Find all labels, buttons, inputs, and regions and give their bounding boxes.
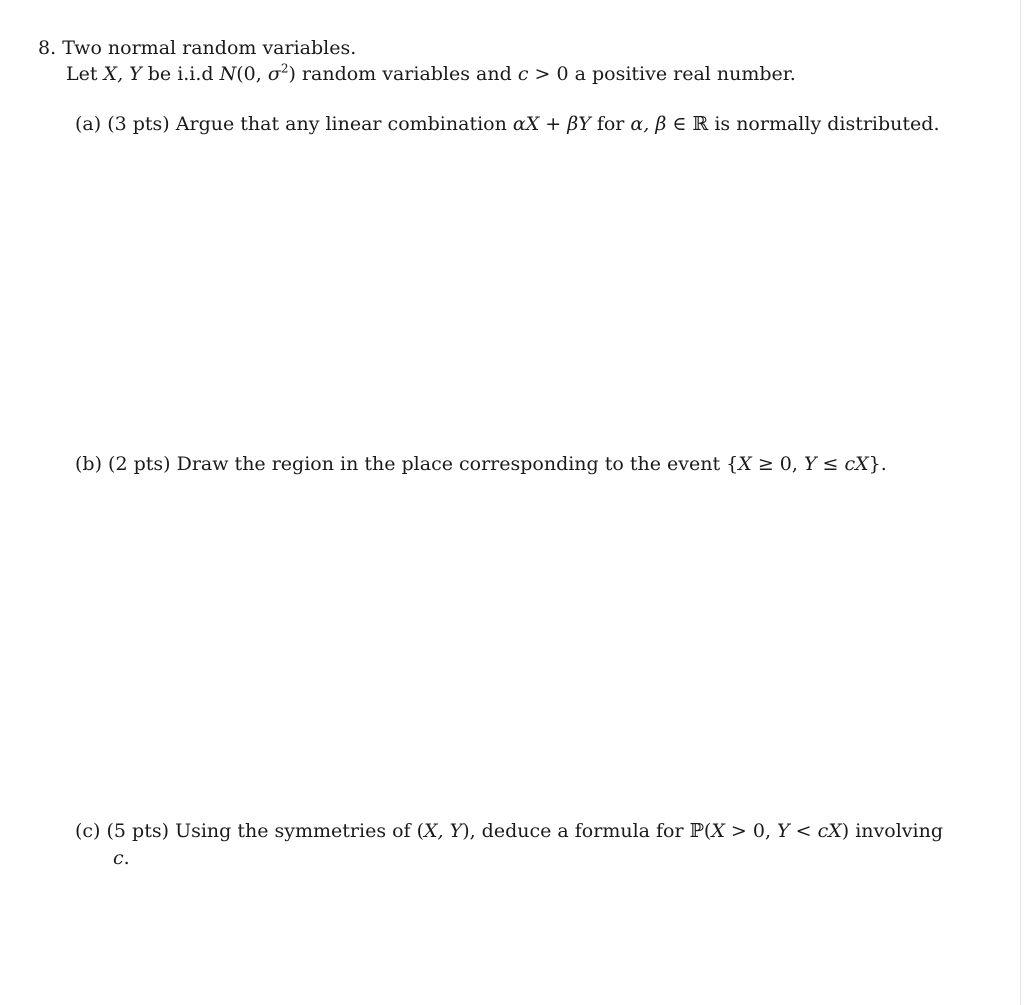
intro-math-sigma: σ (267, 63, 281, 85)
part-c-continuation (113, 846, 130, 870)
part-b-text-1: Draw the region in the place corresponding to the event { (176, 453, 739, 475)
part-c-text-5: < (789, 820, 818, 842)
part-b (75, 452, 887, 476)
part-b-text-2: ≥ 0, (751, 453, 804, 475)
part-c-math-x: X (711, 820, 725, 842)
part-c-math-cx: cX (817, 820, 842, 842)
intro-text-2: be i.i.d (141, 63, 220, 85)
part-a-reals-symbol: ℝ (692, 113, 709, 135)
part-a-points: (3 pts) (107, 113, 170, 135)
part-c-points: (5 pts) (106, 820, 170, 842)
part-b-label: (b) (75, 453, 102, 475)
problem-heading (38, 36, 356, 60)
part-a (75, 112, 939, 136)
part-b-text-3: ≤ (816, 453, 845, 475)
part-c-text-6: ) involving (841, 820, 943, 842)
part-a-text-1: Argue that any linear combination (175, 113, 513, 135)
part-c-math-y: Y (777, 820, 790, 842)
part-c-math-c: c (113, 847, 124, 869)
part-a-text-4: ∈ (666, 113, 693, 135)
intro-text-3: (0, (236, 63, 268, 85)
part-a-label: (a) (75, 113, 102, 135)
part-c-math-xy: X, Y (424, 820, 463, 842)
part-c-probability-symbol: ℙ (689, 820, 704, 842)
intro-math-n: N (219, 63, 237, 85)
part-b-text-4: }. (868, 453, 887, 475)
part-c-text-1: Using the symmetries of ( (175, 820, 425, 842)
problem-title: Two normal random variables. (62, 37, 357, 59)
part-a-math-alpha-beta: α, β (630, 113, 667, 135)
part-a-text-5: is normally distributed. (708, 113, 940, 135)
part-a-math-ax: αX (512, 113, 540, 135)
part-a-text-2: + (539, 113, 568, 135)
part-c (75, 819, 943, 843)
intro-math-xy: X, Y (103, 63, 142, 85)
intro-text-4: ) random variables and (288, 63, 518, 85)
part-c-text-3: ( (703, 820, 712, 842)
problem-intro (66, 62, 796, 86)
intro-text-5: > 0 a positive real number. (528, 63, 796, 85)
part-c-text-7: . (123, 847, 130, 869)
intro-superscript: 2 (280, 61, 289, 76)
part-b-points: (2 pts) (108, 453, 171, 475)
part-c-text-4: > 0, (724, 820, 778, 842)
part-b-math-x: X (738, 453, 752, 475)
intro-math-c: c (517, 63, 529, 85)
intro-text-1: Let (66, 63, 104, 85)
part-b-math-y: Y (803, 453, 817, 475)
problem-number: 8. (38, 37, 57, 59)
part-a-math-by: βY (567, 113, 591, 135)
part-c-label: (c) (75, 820, 101, 842)
part-b-math-cx: cX (844, 453, 869, 475)
part-a-text-3: for (590, 113, 631, 135)
part-c-text-2: ), deduce a formula for (462, 820, 690, 842)
page-edge-divider (1020, 0, 1021, 1005)
